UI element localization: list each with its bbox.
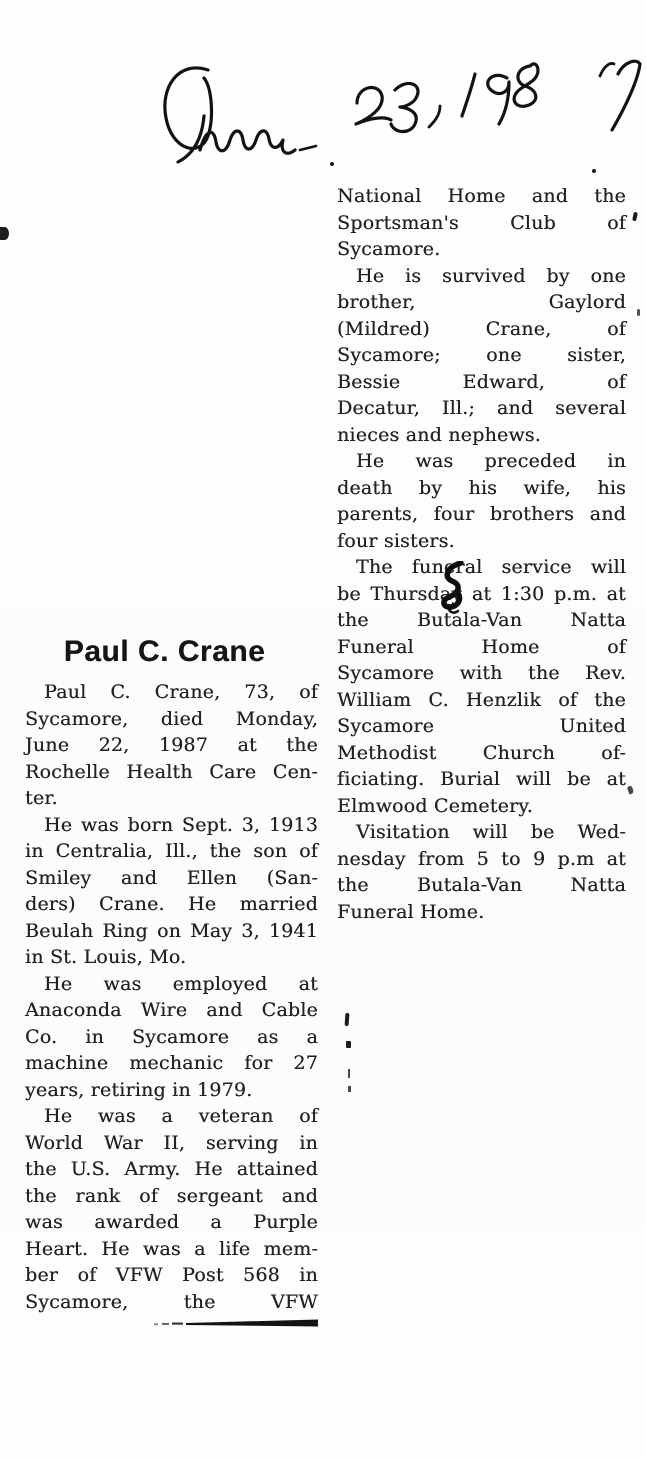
text-line: years, retiring in 1979. [25,1078,253,1101]
text-line: He was born Sept. 3, 1913 [44,813,318,836]
text-line: Sportsman's Club of [337,211,626,234]
text-line: Funeral Home of [337,635,626,658]
text-line: ficiating. Burial will be at [337,768,626,790]
obituary-paragraph [337,554,626,819]
text-line: Sycamore United [337,715,626,737]
scan-artifact [345,1013,350,1026]
obituary-paragraph [25,971,318,1104]
text-line: in St. Louis, Mo. [25,946,187,968]
scan-artifact [637,309,640,316]
text-line: National Home and the [337,185,626,207]
text-line: He was preceded in [356,450,626,472]
text-line: the rank of sergeant and [25,1184,318,1207]
text-line: in Centralia, Ill., the son of [25,840,318,862]
ink-blot-mark [437,561,467,615]
text-line: death by his wife, his [337,476,626,499]
scan-artifact [627,785,634,794]
text-line: Visitation will be Wed- [356,821,626,843]
text-line: Funeral Home. [337,900,485,923]
text-line: He is survived by one [356,264,626,287]
text-line: Sycamore; one sister, [337,344,626,366]
text-line: Beulah Ring on May 3, 1941 [25,919,318,942]
text-line: Sycamore, died Monday, [25,707,318,730]
obituary-paragraph [337,263,626,449]
text-line: Elmwood Cemetery. [337,794,533,817]
text-line: He was a veteran of [44,1105,318,1127]
column-end-rule [150,1316,320,1332]
text-line: be Thursday at 1:30 p.m. at [337,582,626,605]
text-line: the U.S. Army. He attained [25,1158,318,1180]
text-line: Co. in Sycamore as a [25,1025,318,1048]
scan-artifact [632,212,638,222]
text-line: Sycamore. [337,238,441,260]
text-line: Rochelle Health Care Cen- [25,760,318,783]
obituary-paragraph [337,819,626,925]
text-line: Methodist Church of- [337,741,626,764]
obituary-paragraph [337,183,626,263]
text-line: the Butala-Van Natta [337,874,626,896]
text-line: four sisters. [337,529,455,552]
text-line: Sycamore, the VFW [25,1290,318,1313]
text-line: June 22, 1987 at the [25,734,318,756]
text-line: brother, Gaylord [337,291,626,313]
text-line: Bessie Edward, of [337,370,626,393]
scan-artifact [348,1069,350,1078]
text-line: Sycamore with the Rev. [337,662,626,684]
text-line: He was employed at [44,972,318,995]
text-line: parents, four brothers and [337,503,626,525]
text-line: was awarded a Purple [25,1211,318,1233]
scan-artifact [348,1086,351,1092]
text-line: World War II, serving in [25,1131,318,1154]
text-line: machine mechanic for 27 [25,1052,318,1074]
scan-artifact [346,1041,351,1048]
obituary-paragraph [25,679,318,812]
text-line: ber of VFW Post 568 in [25,1264,318,1286]
scan-artifact [592,169,596,173]
text-line: the Butala-Van Natta [337,609,626,631]
obituary-headline: Paul C. Crane [63,635,266,668]
scan-artifact [330,162,334,166]
obituary-left-column [25,636,318,1315]
obituary-paragraph [337,448,626,554]
text-line: Smiley and Ellen (San- [25,866,318,889]
obituary-paragraph [25,1103,318,1315]
text-line: Anaconda Wire and Cable [25,999,318,1021]
text-line: Paul C. Crane, 73, of [44,681,318,703]
text-line: nieces and nephews. [337,423,541,446]
obituary-paragraph [25,812,318,971]
handwritten-date [148,58,646,178]
text-line: William C. Henzlik of the [337,688,626,711]
text-line: nesday from 5 to 9 p.m at [337,847,626,870]
text-line: (Mildred) Crane, of [337,317,626,340]
scan-artifact [0,227,9,240]
text-line: ter. [25,787,58,809]
text-line: The funeral service will [356,556,626,578]
obituary-right-column [337,183,626,925]
text-line: Decatur, Ill.; and several [337,397,626,419]
text-line: ders) Crane. He married [25,893,318,915]
text-line: Heart. He was a life mem- [25,1237,318,1260]
